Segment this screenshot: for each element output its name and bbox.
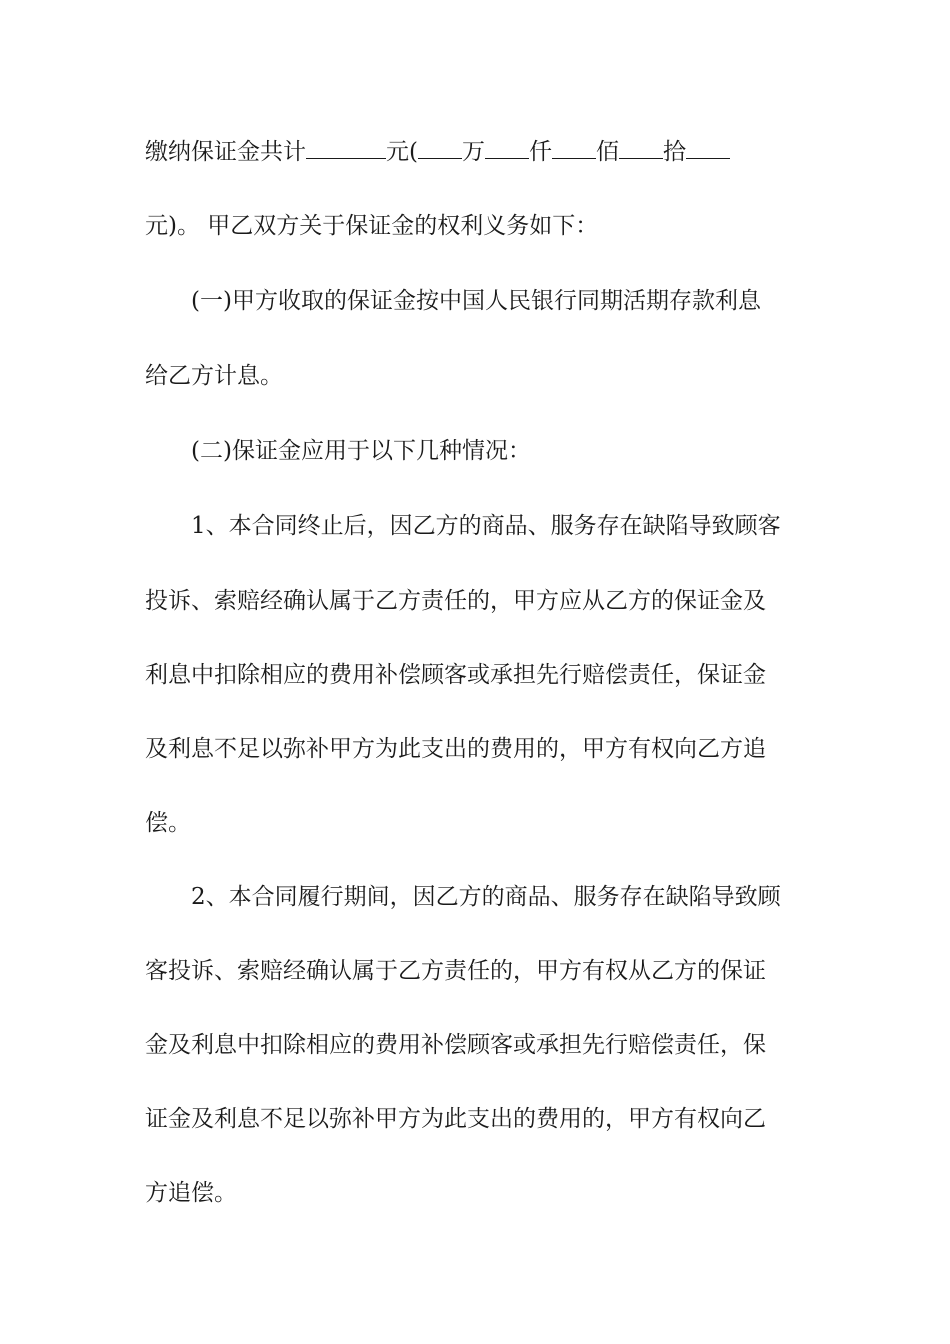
paragraph-line: 客投诉、索赔经确认属于乙方责任的，甲方有权从乙方的保证 <box>145 958 766 984</box>
paragraph-line: (一)甲方收取的保证金按中国人民银行同期活期存款利息 <box>191 288 761 314</box>
line-text: 仟 <box>528 139 552 165</box>
line-text: 缴纳保证金共计 <box>145 139 306 165</box>
line-text: 拾 <box>662 139 686 165</box>
line-text: 佰 <box>595 139 619 165</box>
qian-blank[interactable] <box>485 134 529 159</box>
wan-blank[interactable] <box>418 134 462 159</box>
paragraph-line: 方追偿。 <box>145 1180 237 1206</box>
paragraph-line: 金及利息中扣除相应的费用补偿顾客或承担先行赔偿责任，保 <box>145 1032 766 1058</box>
paragraph-line: 1、本合同终止后，因乙方的商品、服务存在缺陷导致顾客 <box>191 513 781 539</box>
paragraph-line: 偿。 <box>145 810 191 836</box>
total-amount-blank[interactable] <box>306 134 386 159</box>
payment-amount-line <box>145 132 825 172</box>
paragraph-line: 2、本合同履行期间，因乙方的商品、服务存在缺陷导致顾 <box>191 884 781 910</box>
paragraph-line: 证金及利息不足以弥补甲方为此支出的费用的，甲方有权向乙 <box>145 1106 766 1132</box>
paragraph-line: 利息中扣除相应的费用补偿顾客或承担先行赔偿责任，保证金 <box>145 662 766 688</box>
paragraph-line: (二)保证金应用于以下几种情况： <box>191 438 531 464</box>
line-text: 万 <box>461 139 485 165</box>
shi-blank[interactable] <box>619 134 663 159</box>
yuan-blank[interactable] <box>686 134 730 159</box>
paragraph-line: 及利息不足以弥补甲方为此支出的费用的，甲方有权向乙方追 <box>145 736 766 762</box>
line-text: 元( <box>386 139 418 165</box>
paragraph-line: 投诉、索赔经确认属于乙方责任的，甲方应从乙方的保证金及 <box>145 588 766 614</box>
paragraph-line: 给乙方计息。 <box>145 363 283 389</box>
bai-blank[interactable] <box>552 134 596 159</box>
paragraph-line: 元)。 甲乙双方关于保证金的权利义务如下： <box>145 213 599 239</box>
